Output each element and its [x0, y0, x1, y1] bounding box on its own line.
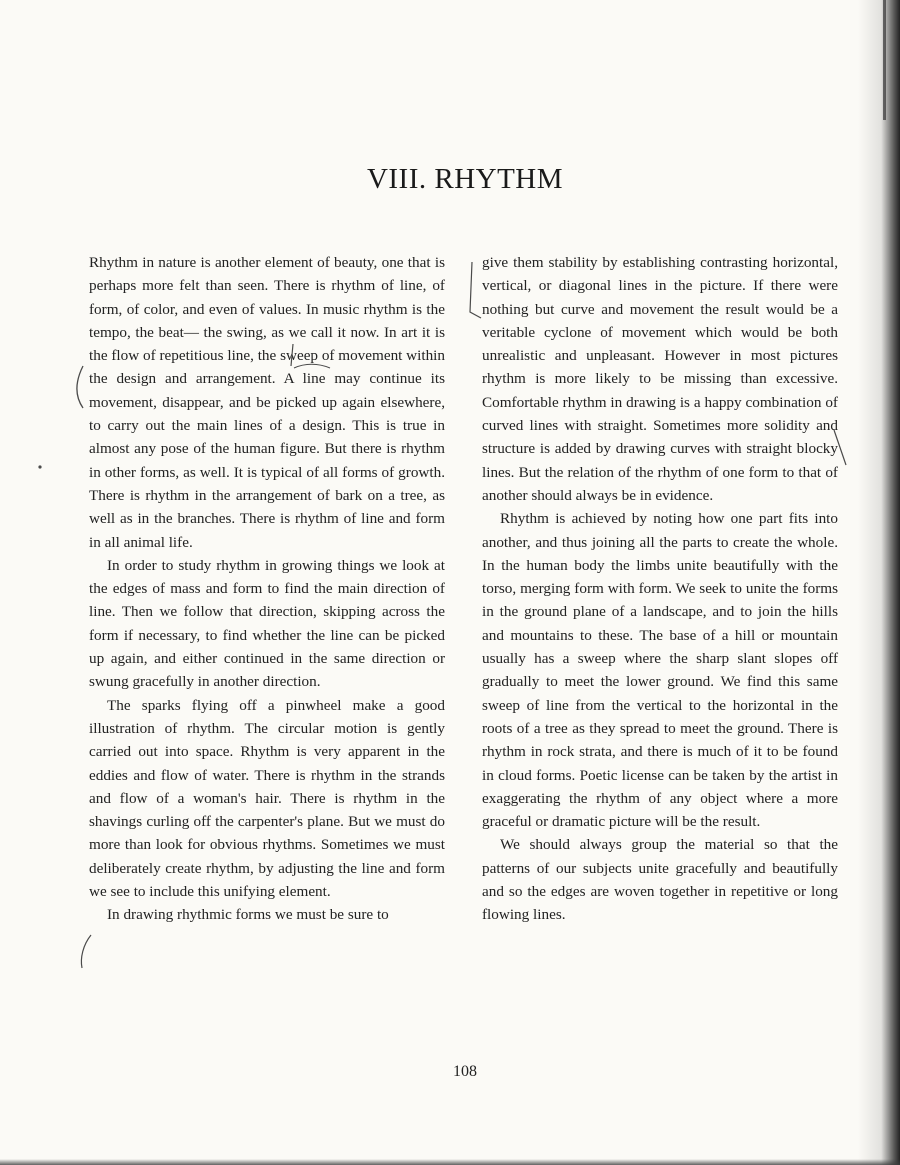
right-paragraph-3: We should always group the material so that the patterns of our subjects unite gracefully and beautifully and so the edges are woven together in repetitive or long flowing lines.	[482, 836, 838, 924]
scan-shadow-bottom	[0, 1159, 900, 1165]
right-paragraph-1: give them stability by establishing contrasting horizontal, vertical, or diagonal lines in the picture. If there were nothing but curve and movement the result would be a veritable cyclone of movement which would be both unrealistic and unpleasant. However in most pictures rhythm is more likely to be missing than excessive. Comfortable rhythm in drawing is a happy combination of curved lines with straight. Sometimes more solidity and structure is added by drawing curves with straight blocky lines. But the relation of the rhythm of one form to that of another should always be in evidence.	[482, 254, 838, 504]
pencil-bracket-right-top	[470, 262, 481, 318]
left-paragraph-2: In order to study rhythm in growing things we look at the edges of mass and form to find the main direction of line. Then we follow that direction, skipping across the form if necessary, to find whether the line can be picked up again, and either continued in the same direction or swung gracefully in another direction.	[89, 556, 445, 691]
pencil-bracket-left-top	[77, 366, 83, 408]
right-column	[482, 251, 838, 927]
page-number: 108	[453, 1063, 477, 1080]
right-paragraph-2: Rhythm is achieved by noting how one part fits into another, and thus joining all the parts to create the whole. In the human body the limbs unite beautifully with the torso, merging form with form. We seek to unite the forms in the ground plane of a landscape, and to join the hills and mountains to these. The base of a hill or mountain usually has a sweep where the sharp slant slopes off gradually to meet the lower ground. We find this same sweep of line from the vertical to the horizontal in the roots of a tree as they spread to meet the ground. There is rhythm in rock strata, and there is much of it to be found in cloud forms. Poetic license can be taken by the artist in exaggerating the rhythm of any object where a more graceful or dramatic picture will be the result.	[482, 510, 838, 831]
scan-streak	[883, 0, 886, 120]
left-paragraph-4: In drawing rhythmic forms we must be sure to	[107, 906, 389, 924]
pencil-bracket-left-bottom	[81, 935, 91, 968]
pencil-dot	[38, 465, 41, 468]
left-paragraph-3: The sparks flying off a pinwheel make a good illustration of rhythm. The circular motion is gently carried out into space. Rhythm is very apparent in the eddies and flow of water. There is rhythm in the strands and flow of a woman's hair. There is rhythm in the shavings curling off the carpenter's plane. But we must do more than look for obvious rhythms. Sometimes we must deliberately create rhythm, by adjusting the line and form we see to include this unifying element.	[89, 696, 445, 901]
chapter-title: VIII. RHYTHM	[366, 163, 564, 195]
left-paragraph-1: Rhythm in nature is another element of beauty, one that is perhaps more felt than seen. There is rhythm of line, of form, of color, and even of values. In music rhythm is the tempo, the beat— the swing, as we call it now. In art it is the flow of repetitious line, the sweep of movement within the design and arrangement. A line may continue its movement, disappear, and be picked up again elsewhere, to carry out the main lines of a design. This is true in almost any pose of the human figure. But there is rhythm in other forms, as well. It is typical of all forms of growth. There is rhythm in the arrangement of bark on a tree, as well as in the branches. There is rhythm of line and form in all animal life.	[89, 254, 445, 551]
left-column	[89, 251, 445, 927]
